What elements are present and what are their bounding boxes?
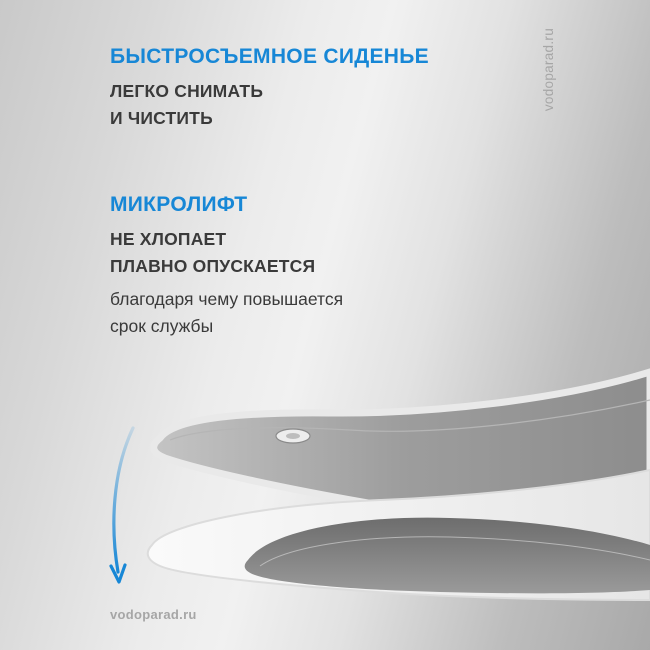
microlift-note-line: благодаря чему повышается bbox=[110, 289, 344, 309]
microlift-title: МИКРОЛИФТ bbox=[110, 193, 248, 216]
microlift-note bbox=[110, 286, 343, 340]
quick-release-benefit: ЛЕГКО СНИМАТЬ bbox=[110, 81, 264, 101]
watermark-vertical: vodoparad.ru bbox=[541, 28, 556, 112]
quick-release-benefits bbox=[110, 78, 263, 132]
microlift-note-line: срок службы bbox=[110, 316, 214, 336]
microlift-benefit: ПЛАВНО ОПУСКАЕТСЯ bbox=[110, 256, 316, 276]
microlift-benefit: НЕ ХЛОПАЕТ bbox=[110, 229, 227, 249]
curved-down-arrow-icon bbox=[111, 428, 133, 582]
microlift-benefits bbox=[110, 226, 315, 280]
quick-release-title: БЫСТРОСЪЕМНОЕ СИДЕНЬЕ bbox=[110, 45, 429, 68]
watermark-bottom: vodoparad.ru bbox=[110, 607, 197, 622]
quick-release-benefit: И ЧИСТИТЬ bbox=[110, 108, 213, 128]
